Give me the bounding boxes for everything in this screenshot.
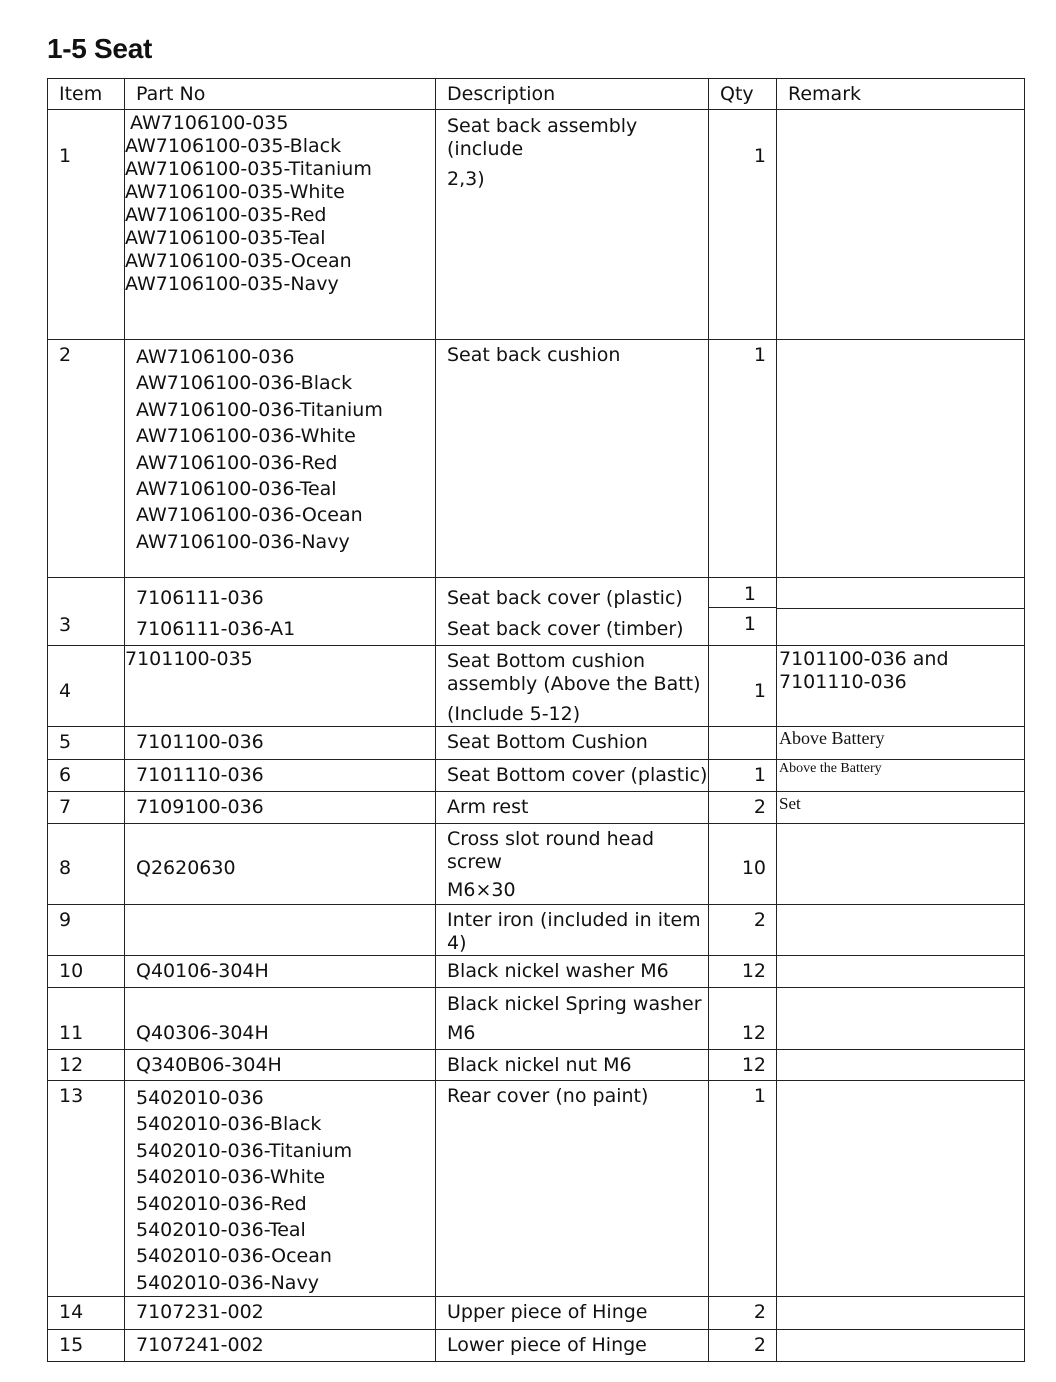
item-cell	[48, 760, 125, 792]
part-number: AW7106100-036-Black	[136, 372, 353, 395]
item-cell	[48, 646, 125, 727]
qty-value: 1	[709, 578, 776, 608]
qty-value: 1	[753, 680, 766, 702]
table-row	[48, 760, 1025, 792]
item-number: 12	[59, 1054, 84, 1076]
part-no-cell	[125, 988, 436, 1050]
remark-line: Set	[779, 794, 801, 813]
description-cell	[436, 1297, 709, 1330]
part-no-cell	[125, 1330, 436, 1362]
remark-line: Above Battery	[779, 728, 885, 748]
qty-value: 12	[741, 960, 766, 982]
item-cell	[48, 1297, 125, 1330]
description-line: Seat back assembly	[447, 115, 638, 137]
remark-cell	[777, 340, 1025, 578]
part-no-cell	[125, 727, 436, 760]
table-row	[48, 1297, 1025, 1330]
part-number: 5402010-036-Ocean	[136, 1245, 332, 1268]
remark-cell	[777, 1081, 1025, 1297]
part-no-cell	[125, 578, 436, 646]
part-no-cell	[125, 956, 436, 988]
table-row	[48, 956, 1025, 988]
qty-cell	[709, 110, 777, 340]
description-line: (include	[447, 138, 524, 160]
page-title: 1-5 Seat	[47, 33, 152, 64]
description-line: Upper piece of Hinge	[447, 1301, 648, 1324]
part-no-cell	[125, 340, 436, 578]
description-cell	[436, 1330, 709, 1362]
description-line: Black nickel nut M6	[447, 1054, 632, 1076]
part-number: 7109100-036	[136, 796, 264, 818]
qty-value: 2	[753, 1334, 766, 1357]
part-no-cell	[125, 760, 436, 792]
description-line: (Include 5-12)	[447, 703, 581, 725]
part-no-cell	[125, 1081, 436, 1297]
description-cell	[436, 824, 709, 905]
description-line: Seat back cover (timber)	[447, 618, 684, 640]
item-number: 4	[59, 680, 72, 702]
qty-value: 2	[753, 909, 766, 931]
part-no-cell	[125, 646, 436, 727]
item-number: 11	[59, 1022, 84, 1044]
table-row	[48, 792, 1025, 824]
item-number: 2	[59, 344, 72, 366]
item-cell	[48, 1050, 125, 1081]
description-line: Rear cover (no paint)	[447, 1085, 649, 1107]
description-line: Black nickel Spring washer	[447, 993, 702, 1015]
item-cell	[48, 1330, 125, 1362]
description-line: Seat back cushion	[447, 344, 621, 366]
part-number: Q340B06-304H	[136, 1054, 282, 1076]
remark-cell	[777, 905, 1025, 956]
header-description: Description	[436, 79, 709, 110]
item-cell	[48, 988, 125, 1050]
item-number: 15	[59, 1334, 84, 1357]
header-qty: Qty	[709, 79, 777, 110]
remark-cell	[777, 110, 1025, 340]
description-cell	[436, 1081, 709, 1297]
table-row	[48, 646, 1025, 727]
description-cell	[436, 578, 709, 646]
part-no-cell	[125, 110, 436, 340]
description-line: Arm rest	[447, 796, 529, 818]
part-number: AW7106100-035-Teal	[125, 227, 326, 249]
remark-cell	[777, 1297, 1025, 1330]
description-cell	[436, 1050, 709, 1081]
description-line: Seat Bottom cover (plastic)	[447, 764, 708, 786]
part-number: 5402010-036	[136, 1087, 264, 1109]
part-number: AW7106100-036-Navy	[136, 530, 350, 553]
description-cell	[436, 646, 709, 727]
description-line: Seat back cover (plastic)	[447, 587, 683, 609]
table-row	[48, 824, 1025, 905]
qty-value: 1	[753, 344, 766, 366]
qty-cell	[709, 1297, 777, 1330]
remark-line: 7101110-036	[779, 671, 907, 693]
part-number: AW7106100-036-Ocean	[136, 504, 363, 527]
part-number: 5402010-036-White	[136, 1166, 326, 1189]
remark-cell	[777, 1330, 1025, 1362]
description-cell	[436, 988, 709, 1050]
item-cell	[48, 727, 125, 760]
item-cell	[48, 110, 125, 340]
description-cell	[436, 792, 709, 824]
part-number: Q40106-304H	[136, 960, 269, 982]
part-number: 7107231-002	[136, 1301, 264, 1324]
item-number: 8	[59, 857, 72, 879]
table-row	[48, 340, 1025, 578]
item-number: 9	[59, 909, 72, 931]
qty-value: 1	[753, 1085, 766, 1107]
header-item: Item	[48, 79, 125, 110]
item-number: 5	[59, 731, 72, 753]
item-cell	[48, 905, 125, 956]
description-cell	[436, 110, 709, 340]
description-cell	[436, 727, 709, 760]
qty-cell	[709, 340, 777, 578]
description-line: Inter iron (included in item	[447, 909, 701, 931]
description-line: Cross slot round head	[447, 828, 655, 850]
qty-value: 10	[741, 857, 766, 879]
qty-cell	[709, 824, 777, 905]
qty-cell	[709, 760, 777, 792]
remark-cell	[777, 578, 1025, 646]
part-number: 7101100-036	[136, 731, 264, 753]
part-number: AW7106100-036	[136, 346, 295, 368]
remark-cell	[777, 646, 1025, 727]
description-cell	[436, 760, 709, 792]
qty-cell	[709, 1050, 777, 1081]
header-row	[48, 79, 1025, 110]
part-number: AW7106100-035-White	[125, 181, 345, 203]
qty-value: 2	[753, 1301, 766, 1324]
header-remark: Remark	[777, 79, 1025, 110]
qty-cell	[709, 727, 777, 760]
qty-cell	[709, 956, 777, 988]
part-number: 5402010-036-Teal	[136, 1219, 306, 1242]
part-number: 7101100-035	[125, 648, 253, 670]
part-number: AW7106100-036-White	[136, 425, 356, 448]
description-cell	[436, 905, 709, 956]
item-cell	[48, 340, 125, 578]
part-number: 5402010-036-Titanium	[136, 1139, 353, 1162]
table-row	[48, 1081, 1025, 1297]
remark-line: Above the Battery	[779, 761, 882, 776]
description-line: screw	[447, 851, 502, 873]
part-no-cell	[125, 1050, 436, 1081]
part-number: 5402010-036-Navy	[136, 1271, 319, 1294]
qty-value: 1	[753, 764, 766, 786]
item-cell	[48, 824, 125, 905]
part-number: AW7106100-035	[130, 112, 289, 134]
table-row	[48, 578, 1025, 646]
description-line: Seat Bottom cushion	[447, 650, 645, 672]
table-row	[48, 905, 1025, 956]
part-number: AW7106100-035-Red	[125, 204, 327, 226]
qty-value: 2	[753, 796, 766, 818]
part-no-cell	[125, 792, 436, 824]
part-number: AW7106100-035-Titanium	[125, 158, 372, 180]
part-number: 5402010-036-Black	[136, 1113, 322, 1136]
qty-value: 12	[741, 1022, 766, 1044]
table-row	[48, 110, 1025, 340]
part-number: AW7106100-036-Red	[136, 451, 338, 474]
qty-cell	[709, 646, 777, 727]
qty-cell	[709, 905, 777, 956]
part-number: 7101110-036	[136, 764, 264, 786]
part-no-cell	[125, 1297, 436, 1330]
header-part-no: Part No	[125, 79, 436, 110]
description-line: M6×30	[447, 879, 516, 901]
part-number: Q2620630	[136, 857, 236, 879]
qty-cell	[709, 792, 777, 824]
description-cell	[436, 340, 709, 578]
table-row	[48, 1330, 1025, 1362]
remark-cell	[777, 727, 1025, 760]
item-number: 10	[59, 960, 84, 982]
qty-cell	[709, 988, 777, 1050]
item-number: 14	[59, 1301, 84, 1324]
part-number: Q40306-304H	[136, 1022, 269, 1044]
part-number: 7107241-002	[136, 1334, 264, 1357]
table-row	[48, 727, 1025, 760]
part-number: AW7106100-035-Ocean	[125, 250, 352, 272]
qty-cell	[709, 578, 777, 646]
item-cell	[48, 792, 125, 824]
parts-table	[47, 78, 1025, 1362]
part-number: 7106111-036	[136, 587, 264, 609]
description-line: 4)	[447, 932, 467, 954]
remark-line: 7101100-036 and	[779, 648, 949, 670]
part-number: 7106111-036-A1	[136, 618, 296, 640]
description-line: assembly (Above the Batt)	[447, 673, 701, 695]
part-number: AW7106100-036-Teal	[136, 478, 337, 501]
part-number: 5402010-036-Red	[136, 1192, 307, 1215]
qty-value: 1	[753, 145, 766, 167]
qty-cell	[709, 1330, 777, 1362]
table-row	[48, 1050, 1025, 1081]
part-number: AW7106100-035-Black	[125, 135, 342, 157]
description-line: Seat Bottom Cushion	[447, 731, 648, 753]
item-number: 1	[59, 145, 72, 167]
item-number: 3	[59, 614, 72, 636]
qty-cell	[709, 1081, 777, 1297]
description-line: M6	[447, 1022, 476, 1044]
description-line: Black nickel washer M6	[447, 960, 669, 982]
item-cell	[48, 578, 125, 646]
description-line: 2,3)	[447, 168, 485, 190]
item-number: 6	[59, 764, 72, 786]
item-cell	[48, 1081, 125, 1297]
qty-value: 12	[741, 1054, 766, 1076]
item-cell	[48, 956, 125, 988]
item-number: 7	[59, 796, 72, 818]
remark-cell	[777, 792, 1025, 824]
remark-cell	[777, 988, 1025, 1050]
item-number: 13	[59, 1085, 84, 1107]
remark-cell	[777, 956, 1025, 988]
remark-cell	[777, 760, 1025, 792]
qty-value: 1	[743, 613, 756, 635]
part-no-cell	[125, 824, 436, 905]
remark-cell	[777, 1050, 1025, 1081]
part-no-cell	[125, 905, 436, 956]
remark-cell	[777, 824, 1025, 905]
part-number: AW7106100-035-Navy	[125, 273, 339, 295]
description-cell	[436, 956, 709, 988]
part-number: AW7106100-036-Titanium	[136, 398, 383, 421]
description-line: Lower piece of Hinge	[447, 1334, 647, 1357]
table-row	[48, 988, 1025, 1050]
